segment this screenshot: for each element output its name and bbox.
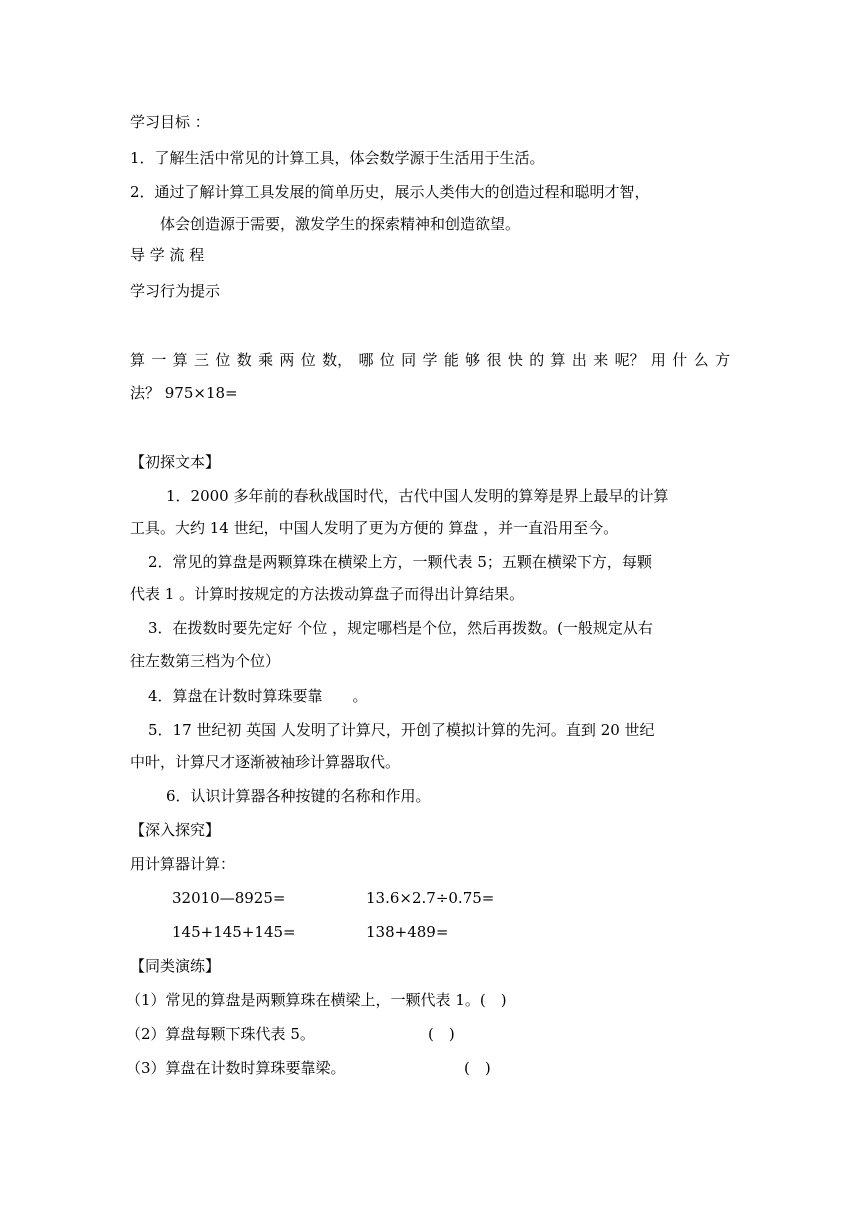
warmup-char: 够 (465, 351, 481, 369)
calc-expression-2: 13.6×2.7÷0.75= (366, 889, 495, 907)
warmup-char: 三 (194, 351, 210, 369)
practice-question-2: （2）算盘每颗下珠代表 5。 (126, 1025, 315, 1043)
warmup-char: 数 (236, 351, 252, 369)
warmup-char: 两 (279, 351, 295, 369)
warmup-char: 算 (172, 351, 188, 369)
warmup-char: 位 (215, 351, 231, 369)
objective-item-1: 1．了解生活中常见的计算工具，体会数学源于生活用于生活。 (130, 149, 545, 167)
explore-heading: 【初探文本】 (130, 453, 221, 471)
warmup-char: 算 (550, 351, 566, 369)
explore-p5-line-2: 中叶，计算尺才逐渐被袖珍计算器取代。 (130, 753, 401, 771)
explore-p6: 6．认识计算器各种按键的名称和作用。 (166, 787, 431, 805)
deep-heading: 【深入探究】 (130, 821, 221, 839)
practice-answer-blank-2: ( ) (428, 1025, 455, 1043)
warmup-char: 快 (507, 351, 523, 369)
explore-p4: 4．算盘在计数时算珠要靠 。 (148, 687, 368, 705)
practice-answer-blank-3: ( ) (464, 1059, 491, 1077)
calc-expression-4: 138+489= (366, 923, 449, 941)
warmup-char: 的 (529, 351, 545, 369)
explore-p2-line-1: 2．常见的算盘是两颗算珠在横梁上方，一颗代表 5；五颗在横梁下方，每颗 (148, 553, 652, 571)
warmup-line-2: 法？ 975×18= (130, 384, 238, 402)
objectives-heading: 学习目标 ： (130, 113, 210, 131)
warmup-char: 出 (571, 351, 587, 369)
warmup-char: 用 (650, 351, 666, 369)
flow-subheading: 学习行为提示 (130, 282, 221, 300)
explore-p3-line-1: 3．在拨数时要先定好 个位 ，规定哪档是个位，然后再拨数。(一般规定从右 (148, 619, 653, 637)
practice-question-3: （3）算盘在计数时算珠要靠梁。 (126, 1059, 346, 1077)
flow-heading: 导 学 流 程 (130, 246, 205, 264)
warmup-char: 位 (300, 351, 316, 369)
practice-heading: 【同类演练】 (130, 957, 221, 975)
explore-p1-line-1: 1．2000 多年前的春秋战国时代，古代中国人发明的算筹是界上最早的计算 (166, 487, 669, 505)
warmup-char: 学 (422, 351, 438, 369)
warmup-char: 位 (379, 351, 395, 369)
warmup-char: 什 (672, 351, 688, 369)
warmup-char: 来 (593, 351, 609, 369)
explore-p2-line-2: 代表 1 。计算时按规定的方法拨动算盘子而得出计算结果。 (130, 585, 525, 603)
warmup-line-1 (130, 350, 730, 370)
deep-instruction: 用计算器计算： (130, 855, 236, 873)
calc-expression-3: 145+145+145= (172, 923, 296, 941)
warmup-char: 数， (322, 351, 353, 369)
warmup-char: 算 (130, 351, 146, 369)
warmup-char: 么 (693, 351, 709, 369)
practice-question-1: （1）常见的算盘是两颗算珠在横梁上，一颗代表 1。( ) (126, 991, 507, 1009)
warmup-char: 乘 (258, 351, 274, 369)
warmup-char: 同 (401, 351, 417, 369)
warmup-char: 方 (714, 351, 730, 369)
warmup-char: 一 (151, 351, 167, 369)
warmup-char: 呢？ (614, 351, 645, 369)
warmup-char: 能 (443, 351, 459, 369)
calc-expression-1: 32010—8925= (172, 889, 286, 907)
explore-p3-line-2: 往左数第三档为个位） (130, 652, 281, 670)
objective-item-2-line-2: 体会创造源于需要，激发学生的探索精神和创造欲望。 (160, 215, 521, 233)
warmup-char: 哪 (358, 351, 374, 369)
warmup-char: 很 (486, 351, 502, 369)
explore-p1-line-2: 工具。大约 14 世纪，中国人发明了更为方便的 算盘 ，并一直沿用至今。 (130, 519, 619, 537)
objective-item-2-line-1: 2．通过了解计算工具发展的简单历史，展示人类伟大的创造过程和聪明才智， (130, 183, 650, 201)
explore-p5-line-1: 5．17 世纪初 英国 人发明了计算尺，开创了模拟计算的先河。直到 20 世纪 (148, 721, 655, 739)
